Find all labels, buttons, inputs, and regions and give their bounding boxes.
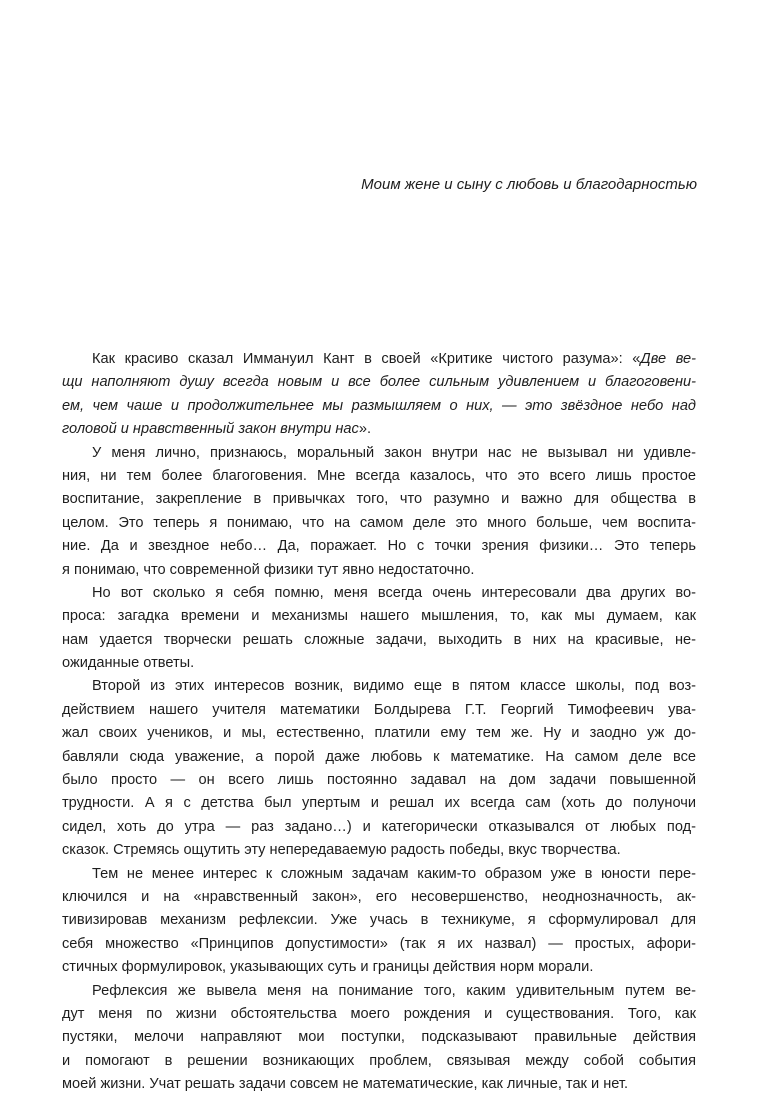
text-line (62, 863, 696, 886)
italic-text: головой и нравственный закон внутри нас (62, 421, 359, 438)
text-line (62, 629, 696, 652)
text-segment: целом. Это теперь я понимаю, что на самом деле это много больше, чем воспита- (62, 514, 696, 531)
text-line (62, 605, 696, 628)
text-segment: Рефлексия же вывела меня на понимание того, каким удивительным путем ве- (92, 982, 696, 999)
text-line (62, 465, 696, 488)
text-segment: и помогают в решении возникающих проблем, связывая между собой события (62, 1052, 696, 1069)
text-line (62, 746, 696, 769)
italic-text: Две ве- (640, 351, 696, 367)
text-segment: стичных формулировок, указывающих суть и границы действия норм морали. (62, 959, 594, 976)
text-segment: пустяки, мелочи направляют мои поступки, подсказывают правильные действия (62, 1029, 696, 1046)
paragraph (62, 582, 696, 676)
text-line (62, 582, 696, 605)
text-segment: сказок. Стремясь ощутить эту непередаваемую радость победы, вкус творчества. (62, 842, 621, 859)
text-segment: ключился и на «нравственный закон», его несовершенство, неоднозначность, ак- (62, 888, 696, 905)
text-line (62, 1073, 696, 1096)
text-segment: нам удается творчески решать сложные задачи, выходить в них на красивые, не- (62, 631, 696, 648)
paragraph (62, 442, 696, 582)
text-line (62, 980, 696, 1003)
text-segment: ния, ни тем более благоговения. Мне всегда казалось, что это всего лишь простое (62, 467, 696, 484)
dedication: Моим жене и сыну с любовь и благодарностью (361, 176, 697, 193)
text-segment: тивизировав механизм рефлексии. Уже учась в техникуме, я сформулировал для (62, 912, 696, 929)
text-segment: У меня лично, признаюсь, моральный закон внутри нас не вызывал ни удивле- (92, 444, 696, 461)
text-segment: трудности. А я с детства был упертым и решал их всегда сам (хоть до полуночи (62, 795, 696, 812)
text-segment: действием нашего учителя математики Болдырева Г.Т. Георгий Тимофеевич ува- (62, 701, 696, 718)
text-line (62, 909, 696, 932)
text-line (62, 722, 696, 745)
text-line (62, 488, 696, 511)
paragraph (62, 980, 696, 1097)
text-segment: воспитание, закрепление в привычках того, что разумно и важно для общества в (62, 491, 696, 508)
text-segment: жал своих учеников, и мы, естественно, платили ему тем же. Ну и заодно уж до- (62, 725, 696, 742)
text-line (62, 559, 696, 582)
text-segment: проса: загадка времени и механизмы нашего мышления, то, как мы думаем, как (62, 608, 696, 625)
text-line (62, 675, 696, 698)
text-line (62, 1003, 696, 1026)
text-line (62, 769, 696, 792)
text-line (62, 418, 696, 441)
text-line (62, 816, 696, 839)
text-segment: Как красиво сказал Иммануил Кант в своей «Критике чистого разума»: « (92, 351, 641, 367)
text-line (62, 512, 696, 535)
text-line (62, 535, 696, 558)
paragraph (62, 675, 696, 862)
text-line (62, 652, 696, 675)
text-segment: я понимаю, что современной физики тут явно недостаточно. (62, 561, 475, 578)
text-segment: моей жизни. Учат решать задачи совсем не математические, как личные, так и нет. (62, 1076, 629, 1093)
text-line (62, 442, 696, 465)
text-segment: Тем не менее интерес к сложным задачам каким-то образом уже в юности пере- (92, 865, 696, 882)
italic-text: щи наполняют душу всегда новым и все более сильным удивлением и благоговени- (62, 374, 696, 391)
text-segment: Второй из этих интересов возник, видимо еще в пятом классе школы, под воз- (92, 678, 696, 695)
italic-text: ем, чем чаше и продолжительнее мы размышляем о них, — это звёздное небо над (62, 397, 696, 414)
text-segment: себя множество «Принципов допустимости» (так я их назвал) — простых, афори- (62, 935, 696, 952)
paragraph (62, 863, 696, 980)
text-line (62, 792, 696, 815)
text-line (62, 371, 696, 394)
text-segment: ние. Да и звездное небо… Да, поражает. Но с точки зрения физики… Это теперь (62, 538, 696, 555)
text-line (62, 886, 696, 909)
paragraph (62, 348, 696, 442)
text-segment: Но вот сколько я себя помню, меня всегда очень интересовали два других во- (92, 584, 696, 601)
text-line (62, 348, 696, 371)
text-line (62, 1050, 696, 1073)
text-segment: сидел, хоть до утра — раз задано…) и категорически отказывался от любых под- (62, 818, 696, 835)
text-line (62, 956, 696, 979)
text-line (62, 839, 696, 862)
text-segment: ». (358, 421, 371, 438)
text-segment: ожиданные ответы. (62, 655, 195, 672)
text-segment: было просто — он всего лишь постоянно задавал на дом задачи повышенной (62, 772, 696, 789)
text-line (62, 933, 696, 956)
body-text (62, 348, 696, 1097)
text-line (62, 395, 696, 418)
text-line (62, 699, 696, 722)
text-segment: дут меня по жизни обстоятельства моего рождения и существования. Того, как (62, 1005, 696, 1022)
text-segment: бавляли сюда уважение, а порой даже любовь к математике. На самом деле все (62, 748, 696, 765)
text-line (62, 1026, 696, 1049)
